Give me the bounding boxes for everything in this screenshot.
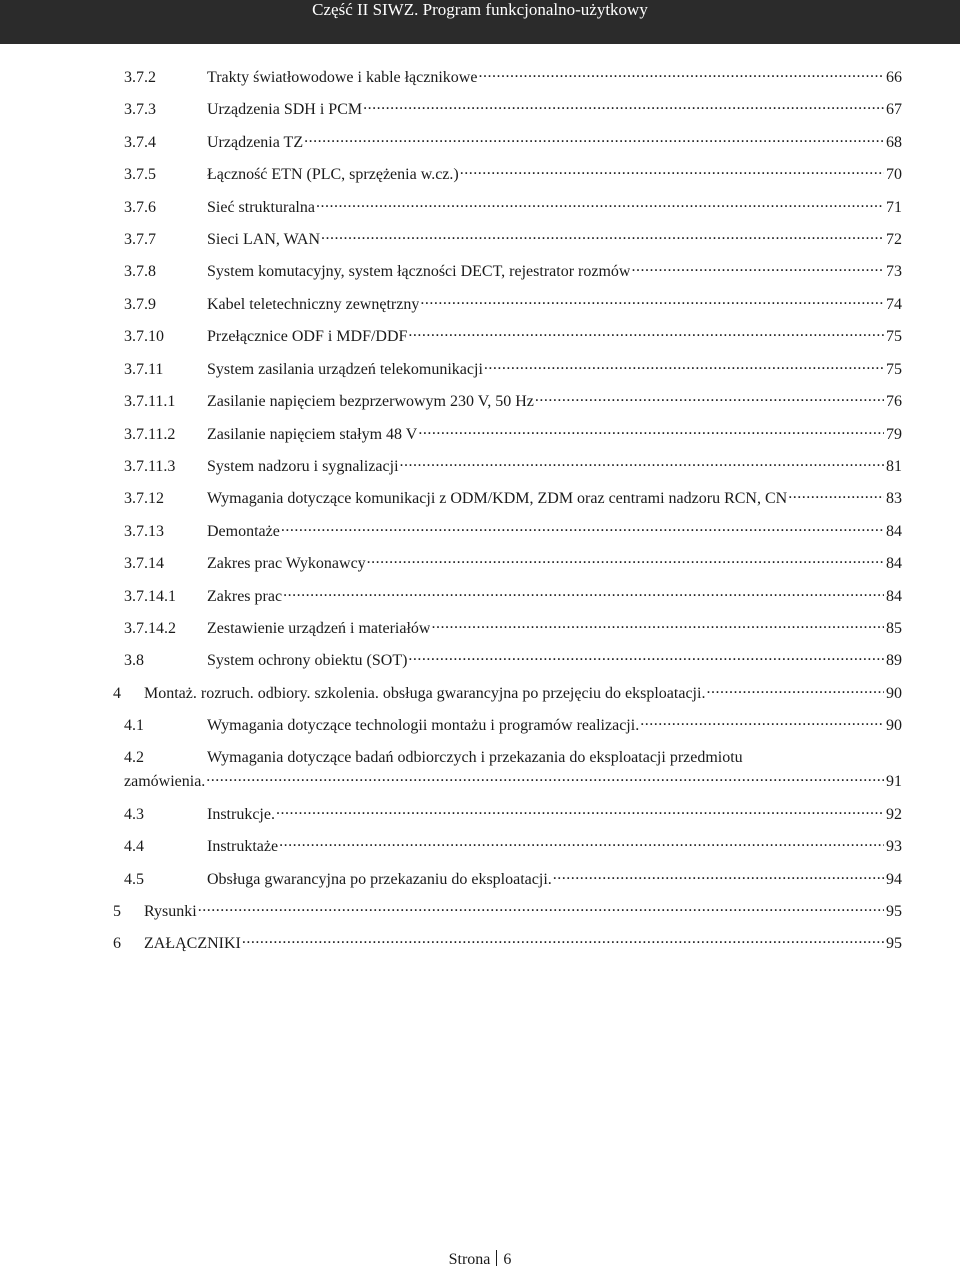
toc-entry-page: 81 [886,458,902,475]
toc-entry[interactable] [124,617,902,641]
toc-entry-title: Przełącznice ODF i MDF/DDF [207,328,408,345]
toc-entry[interactable] [124,98,902,122]
toc-entry[interactable] [124,196,902,220]
toc-entry[interactable] [124,520,902,544]
toc-entry-page: 89 [886,652,902,669]
toc-entry-number: 3.7.14.1 [124,588,176,605]
toc-dot-leader [788,487,884,503]
toc-entry-page: 68 [886,134,902,151]
toc-dot-leader [279,835,884,851]
toc-entry-title: Sieć strukturalna [207,199,315,216]
toc-dot-leader [283,585,884,601]
toc-entry-number: 3.7.10 [124,328,164,345]
toc-entry-number: 3.7.8 [124,263,156,280]
toc-entry[interactable] [124,746,902,794]
toc-entry-page: 76 [886,393,902,410]
toc-entry-title: Demontaże [207,523,280,540]
toc-entry-title: System zasilania urządzeń telekomunikacji [207,361,483,378]
toc-dot-leader [206,770,884,786]
toc-entry-number: 4.3 [124,806,144,823]
toc-entry[interactable] [124,868,902,892]
toc-entry-title: Obsługa gwarancyjna po przekazaniu do eksploatacji. [207,871,552,888]
toc-entry-number: 3.7.14 [124,555,164,572]
toc-dot-leader [408,325,884,341]
toc-entry-page: 90 [886,685,902,702]
toc-entry-number: 3.7.11.2 [124,426,176,443]
toc-dot-leader [418,423,884,439]
toc-entry-number: 3.7.11.1 [124,393,176,410]
toc-entry-number: 5 [113,903,121,920]
toc-dot-leader [304,131,884,147]
toc-entry-page: 85 [886,620,902,637]
toc-entry-title: Kabel teletechniczny zewnętrzny [207,296,420,313]
toc-entry-number: 3.7.6 [124,199,156,216]
toc-entry[interactable] [113,682,902,706]
toc-entry-title: Urządzenia TZ [207,134,304,151]
toc-entry[interactable] [124,390,902,414]
toc-entry-page: 92 [886,806,902,823]
toc-entry-number: 4.1 [124,717,144,734]
toc-entry-page: 94 [886,871,902,888]
document-header-title: Część II SIWZ. Program funkcjonalno-użytkowy [312,0,648,19]
toc-entry-number: 4.5 [124,871,144,888]
toc-entry-title: Zakres prac Wykonawcy [207,555,366,572]
toc-dot-leader [420,293,884,309]
header-divider [0,44,960,45]
toc-dot-leader [460,163,884,179]
toc-dot-leader [242,932,884,948]
toc-entry-page: 74 [886,296,902,313]
toc-entry[interactable] [124,585,902,609]
toc-entry-number: 3.8 [124,652,144,669]
toc-entry-number: 3.7.2 [124,69,156,86]
toc-entry-page: 79 [886,426,902,443]
toc-entry-number: 3.7.11 [124,361,164,378]
toc-entry-number: 6 [113,935,121,952]
toc-entry-number: 3.7.9 [124,296,156,313]
toc-entry-page: 84 [886,523,902,540]
toc-entry-page: 70 [886,166,902,183]
toc-entry-number: 4 [113,685,121,702]
toc-entry-page: 95 [886,935,902,952]
toc-dot-leader [706,682,884,698]
toc-entry-title: Trakty światłowodowe i kable łącznikowe [207,69,478,86]
toc-entry-title: Zasilanie napięciem stałym 48 V [207,426,418,443]
toc-entry[interactable] [124,228,902,252]
toc-entry-page: 83 [886,490,902,507]
toc-entry-page: 67 [886,101,902,118]
toc-entry-page: 75 [886,361,902,378]
toc-entry-title: Instruktaże [207,838,279,855]
toc-entry-number: 3.7.11.3 [124,458,176,475]
toc-entry[interactable] [124,131,902,155]
toc-entry[interactable] [124,163,902,187]
toc-entry[interactable] [124,325,902,349]
toc-entry-number: 3.7.13 [124,523,164,540]
toc-dot-leader [631,260,884,276]
toc-entry-number: 3.7.12 [124,490,164,507]
toc-entry[interactable] [124,260,902,284]
toc-entry-number: 4.4 [124,838,144,855]
toc-dot-leader [367,552,884,568]
toc-entry[interactable] [124,358,902,382]
document-header [0,0,960,44]
toc-entry-number: 3.7.14.2 [124,620,176,637]
toc-dot-leader [553,868,884,884]
toc-entry[interactable] [113,900,902,924]
toc-entry-number: 3.7.7 [124,231,156,248]
toc-entry[interactable] [124,455,902,479]
toc-dot-leader [198,900,884,916]
toc-entry-page: 95 [886,903,902,920]
toc-entry-page: 72 [886,231,902,248]
toc-entry-page: 71 [886,199,902,216]
toc-entry[interactable] [124,803,902,827]
toc-entry-number: 3.7.5 [124,166,156,183]
toc-entry-title: Wymagania dotyczące komunikacji z ODM/KDM, ZDM oraz centrami nadzoru RCN, CN [207,490,788,507]
toc-entry[interactable] [124,552,902,576]
toc-entry[interactable] [124,66,902,90]
toc-dot-leader [281,520,884,536]
toc-entry-title: System komutacyjny, system łączności DECT, rejestrator rozmów [207,263,631,280]
toc-entry-number: 3.7.4 [124,134,156,151]
toc-entry-title: Montaż. rozruch. odbiory. szkolenia. obsługa gwarancyjna po przejęciu do eksploatacji. [144,685,706,702]
toc-entry-page: 73 [886,263,902,280]
toc-entry-title: Instrukcje. [207,806,275,823]
toc-entry-title: ZAŁĄCZNIKI [144,935,241,952]
toc-dot-leader [431,617,884,633]
toc-entry-page: 75 [886,328,902,345]
toc-entry[interactable] [124,714,902,738]
toc-entry-title: Wymagania dotyczące badań odbiorczych i przekazania do eksploatacji przedmiotu [207,749,743,766]
footer-page-label: Strona [448,1251,491,1268]
toc-entry-title: System nadzoru i sygnalizacji [207,458,399,475]
toc-entry[interactable] [124,293,902,317]
toc-entry-page: 93 [886,838,902,855]
toc-entry[interactable] [124,487,902,511]
toc-entry-page: 84 [886,555,902,572]
toc-entry-title: Sieci LAN, WAN [207,231,321,248]
toc-dot-leader [535,390,884,406]
toc-dot-leader [276,803,884,819]
toc-dot-leader [640,714,884,730]
toc-entry[interactable] [124,649,902,673]
toc-entry-title: Zestawienie urządzeń i materiałów [207,620,431,637]
toc-entry-title: Zakres prac [207,588,283,605]
toc-dot-leader [400,455,884,471]
toc-dot-leader [408,649,884,665]
toc-entry[interactable] [124,835,902,859]
footer-separator [496,1250,497,1266]
toc-entry-number: 4.2 [124,749,144,766]
footer-page-number: 6 [503,1251,512,1268]
toc-entry-title: Urządzenia SDH i PCM [207,101,363,118]
toc-entry-page: 91 [886,773,902,790]
toc-entry-title-continued: zamówienia. [124,773,206,790]
toc-dot-leader [316,196,884,212]
page-footer [0,1250,960,1270]
toc-dot-leader [484,358,884,374]
toc-entry-title: Łączność ETN (PLC, sprzężenia w.cz.) [207,166,459,183]
toc-entry[interactable] [113,932,902,956]
toc-entry-title: Wymagania dotyczące technologii montażu i programów realizacji. [207,717,640,734]
toc-dot-leader [478,66,884,82]
toc-entry-number: 3.7.3 [124,101,156,118]
toc-entry-title: Rysunki [144,903,197,920]
toc-entry-title: System ochrony obiektu (SOT) [207,652,408,669]
toc-entry-page: 66 [886,69,902,86]
toc-entry-page: 90 [886,717,902,734]
toc-entry-title: Zasilanie napięciem bezprzerwowym 230 V, 50 Hz [207,393,534,410]
toc-entry[interactable] [124,423,902,447]
toc-entry-page: 84 [886,588,902,605]
toc-dot-leader [363,98,884,114]
toc-dot-leader [321,228,884,244]
